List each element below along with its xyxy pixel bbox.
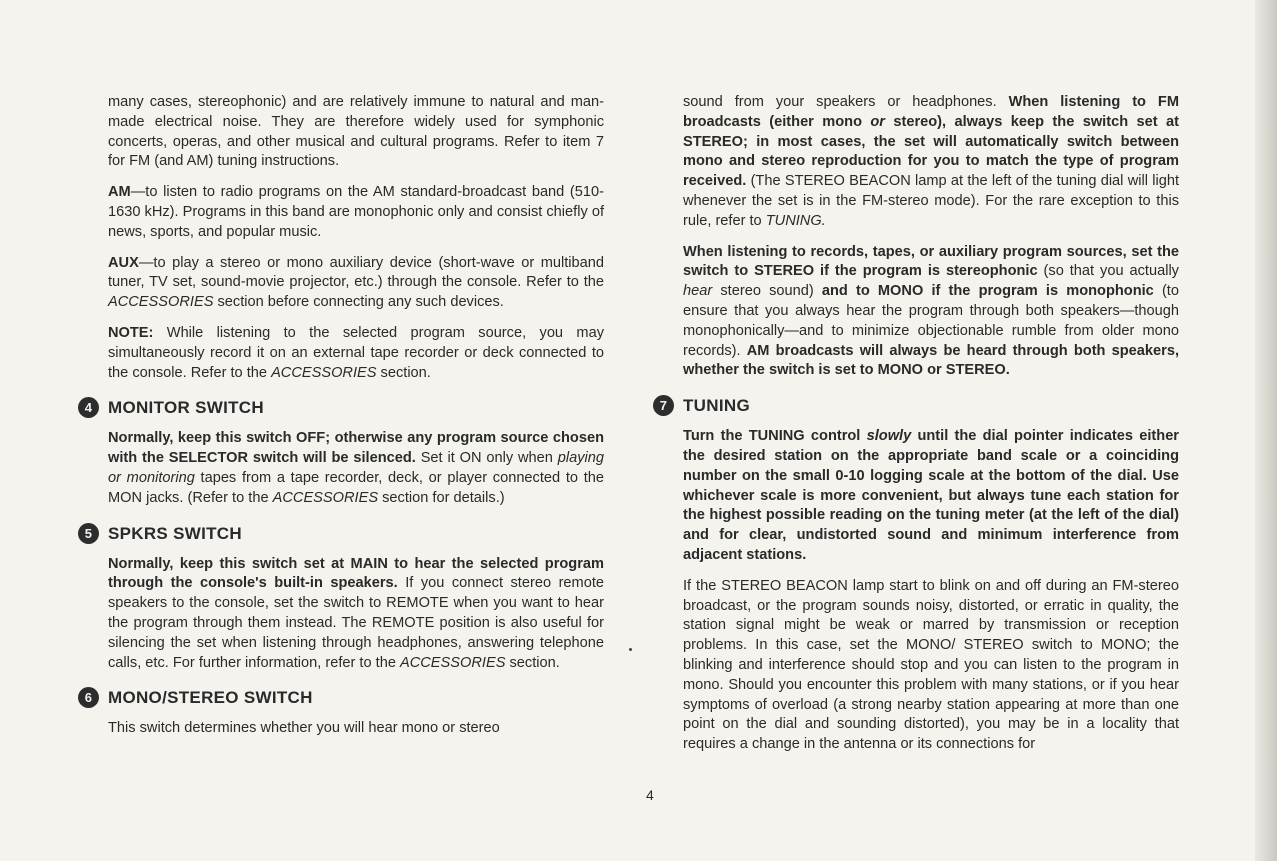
text: This switch determines whether you will hear mono or stereo — [108, 720, 500, 737]
section-title: SPKRS SWITCH — [108, 523, 242, 543]
text-bold: When listening to records, tapes, or auxiliary program sources, set the switch to STEREO if the program is stereophonic — [683, 243, 1179, 280]
text: many cases, stereophonic) and are relatively immune to natural and man-made electrical noise. They are therefore widely used for symphonic concerts, operas, and other musical and cultural programs. Refer to item 7 for FM (and AM) tuning instructions. — [108, 94, 604, 170]
text-bold: until the dial pointer indicates either the desired station on the appropriate band scale or a coinciding number on the small 0-10 logging scale at the bottom of the dial. Use whichever scale is more convenient, but always tune each station for the highest possible reading on the tuning meter (at the left of the dial) and for clear, undistorted sound and minimum interference from adjacent stations. — [683, 428, 1179, 563]
text: While listening to the selected program source, you may simultaneously record it on an external tape recorder or deck connected to the console. Refer to the — [108, 324, 604, 381]
text: —to listen to radio programs on the AM standard-broadcast band (510-1630 kHz). Programs in this band are monophonic only and consist chiefly of news, sports, and popular music. — [108, 184, 604, 240]
text-bold: When listening to FM broadcasts (either mono — [683, 94, 1179, 130]
text: (The STEREO BEACON lamp at the left of the tuning dial will light whenever the set is in the FM-stereo mode). For the rare exception to this rule, refer to — [683, 173, 1179, 229]
text-italic: hear — [683, 283, 713, 300]
text: Set it ON only when — [415, 450, 558, 467]
text: tapes from a tape recorder, deck, or player connected to the MON jacks. (Refer to the — [108, 469, 604, 506]
text-bold: AM broadcasts will always be heard through both speakers, whether the switch is set to MONO or STEREO. — [683, 342, 1179, 379]
text-bold: Normally, keep this switch OFF; otherwise any program source chosen with the SELECTOR switch will be silenced. — [108, 430, 604, 467]
left-column — [84, 93, 604, 750]
section-title: MONITOR SWITCH — [108, 398, 264, 418]
section-number-badge: 5 — [78, 523, 99, 544]
ref-accessories: ACCESSORIES — [271, 364, 377, 381]
text-bold-italic: or — [870, 113, 885, 130]
paragraph-note — [108, 324, 604, 383]
text-bold: Normally, keep this switch set at MAIN to hear the selected program through the console's built-in speakers. — [108, 555, 604, 592]
ref-accessories: ACCESSORIES — [108, 294, 214, 311]
section-number-badge: 6 — [78, 687, 99, 708]
paragraph-am — [108, 183, 604, 242]
text-bold: stereo), always keep the switch set at STEREO; in most cases, the set will automatically switch between mono and stereo reproduction for you to match the type of program received. — [683, 113, 1179, 190]
ref-tuning: TUNING. — [765, 212, 826, 229]
print-speck — [629, 648, 632, 651]
text: (to ensure that you always hear the program through both speakers—though monophonically—and to minimize objectionable rumble from older mono records). — [683, 283, 1179, 359]
paragraph-stereo-beacon — [683, 577, 1179, 755]
ref-accessories: ACCESSORIES — [400, 654, 506, 671]
text: If you connect stereo remote speakers to the console, set the switch to REMOTE when you want to hear the program through them instead. The REMOTE position is also useful for silencing the set when listening through headphones, answering telephone calls, etc. For further information, refer to the — [108, 575, 604, 671]
section-number-badge: 7 — [653, 395, 674, 416]
right-column — [659, 93, 1179, 766]
page-edge — [1255, 0, 1277, 861]
paragraph-fm-stereo — [683, 93, 1179, 232]
section-heading-spkrs — [84, 523, 604, 545]
paragraph-monitor — [108, 429, 604, 508]
term-aux: AUX — [108, 254, 139, 271]
section-number-badge: 4 — [78, 397, 99, 418]
text: section. — [505, 654, 560, 671]
section-title: TUNING — [683, 396, 750, 416]
section-heading-monitor — [84, 397, 604, 419]
text: —to play a stereo or mono auxiliary device (short-wave or multiband tuner, TV set, sound-movie projector, etc.) through the console. Refer to the — [108, 254, 604, 291]
paragraph-records — [683, 243, 1179, 382]
ref-accessories: ACCESSORIES — [272, 489, 379, 506]
term-note: NOTE: — [108, 324, 154, 341]
text: stereo sound) — [712, 283, 822, 300]
text: section for details.) — [378, 489, 505, 506]
section-title: MONO/STEREO SWITCH — [108, 688, 313, 708]
paragraph-fm-intro — [108, 93, 604, 172]
paragraph-tuning — [683, 427, 1179, 566]
text: (so that you actually — [1037, 263, 1179, 280]
text-bold: Turn the TUNING control — [683, 428, 867, 445]
paragraph-mono-stereo — [108, 719, 604, 739]
page-number: 4 — [646, 787, 654, 803]
paragraph-spkrs — [108, 555, 604, 674]
text-bold: and to MONO if the program is monophonic — [821, 283, 1154, 300]
text: section. — [376, 364, 431, 381]
term-am: AM — [108, 184, 131, 201]
paragraph-aux — [108, 254, 604, 313]
text: If the STEREO BEACON lamp start to blink on and off during an FM-stereo broadcast, or the program sounds noisy, distorted, or erratic in quality, the station signal might be weak or marred by transmission or reception problems. In this case, set the MONO/ STEREO switch to MONO; the blinking and interference should stop and you can listen to the program in mono. Should you encounter this problem with many stations, or if you hear symptoms of overload (a strong nearby station appearing at more than one point on the dial and sounding distorted), you may be in a locality that requires a change in the antenna or its connections for — [683, 577, 1179, 753]
text-italic: playing or monitoring — [108, 450, 604, 486]
section-heading-mono-stereo — [84, 687, 604, 709]
text-bold-italic: slowly — [866, 428, 912, 445]
text: section before connecting any such devices. — [213, 294, 504, 311]
text: sound from your speakers or headphones. — [683, 94, 1009, 110]
section-heading-tuning — [659, 395, 1179, 417]
